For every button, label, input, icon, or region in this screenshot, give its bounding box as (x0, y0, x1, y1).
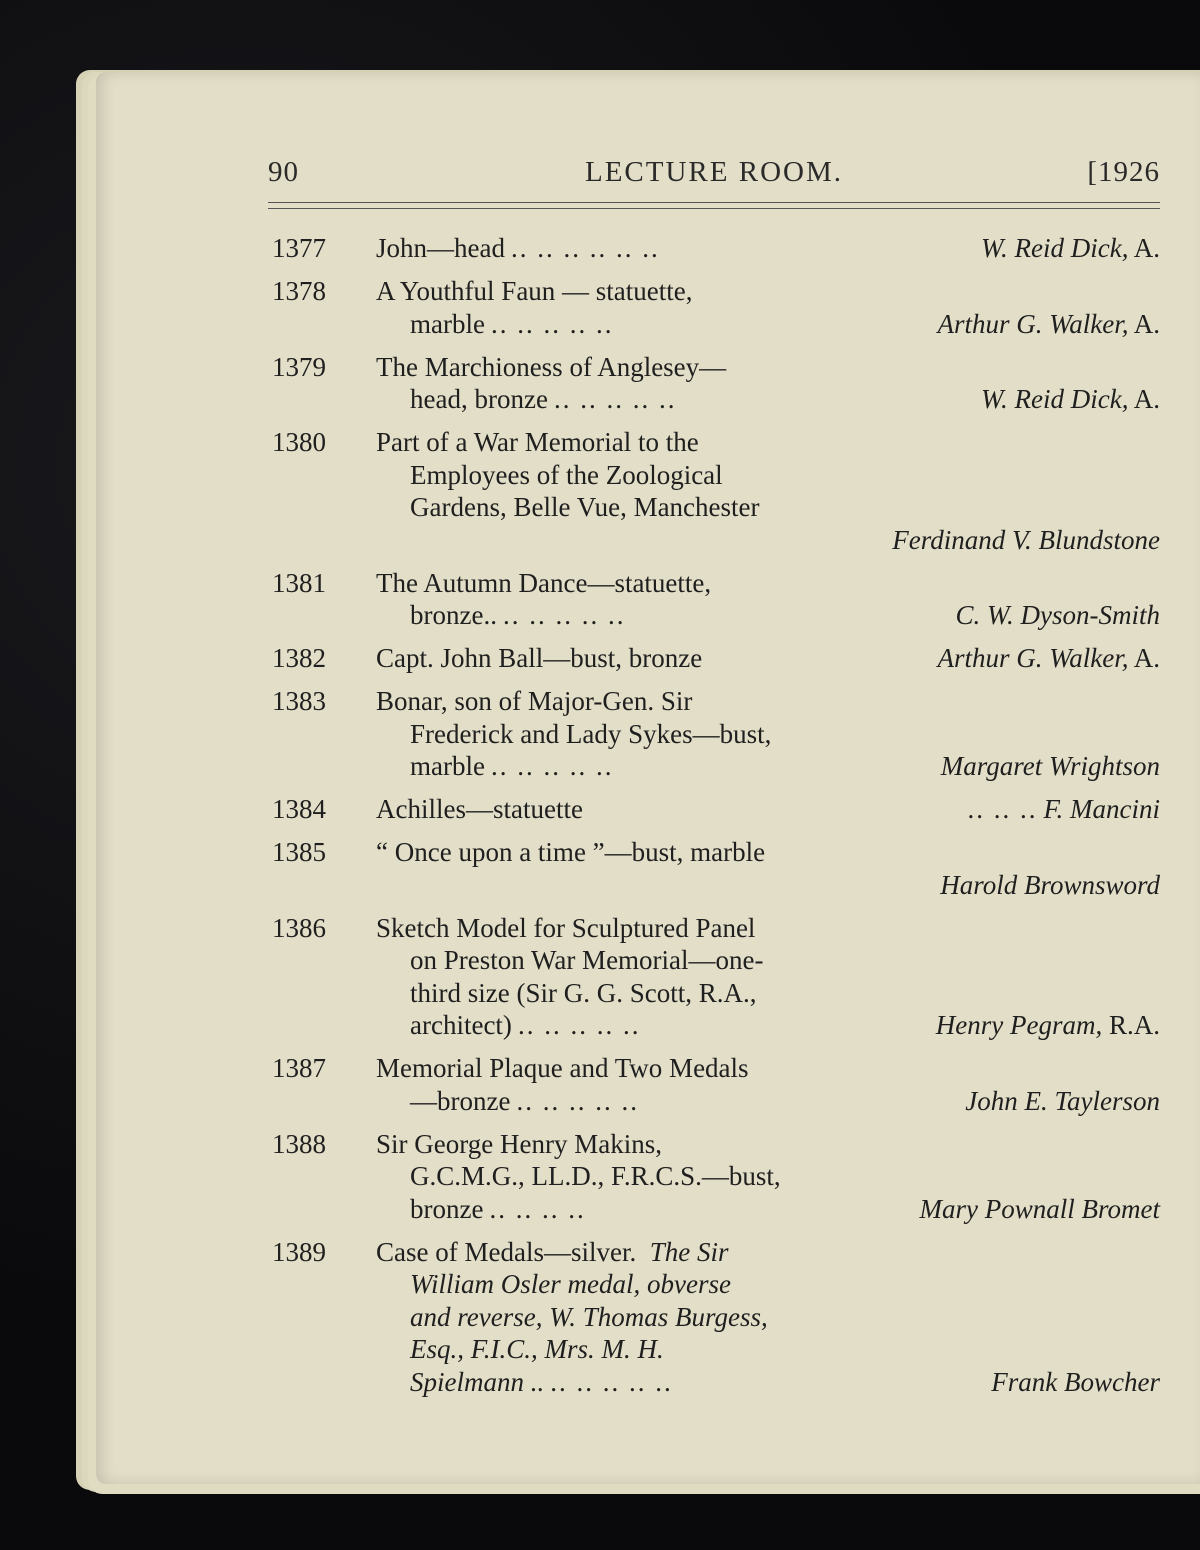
entry-title-cont: third size (Sir G. G. Scott, R.A., (410, 977, 757, 1008)
catalogue-entry (268, 836, 1160, 901)
artist-suffix: A. (1133, 384, 1160, 414)
catalogue-entry (268, 351, 1160, 416)
entry-number: 1377 (272, 233, 326, 263)
running-header (268, 156, 1160, 196)
entry-number: 1379 (272, 351, 326, 382)
header-rule (268, 208, 1160, 209)
leader-dots: .. .. .. .. .. (553, 384, 677, 414)
leader-dots: .. .. .. .. .. (490, 751, 614, 781)
leader-dots: .. .. .. .. .. (517, 1010, 641, 1040)
entry-title: Capt. John Ball—bust, bronze (376, 643, 703, 673)
entry-title: Sir George Henry Makins, (376, 1128, 662, 1159)
entry-title-cont: head, bronze (410, 384, 548, 414)
catalogue-entry (268, 1236, 1160, 1399)
page-title: LECTURE ROOM. (585, 156, 843, 188)
artist-suffix: R.A. (1108, 1010, 1160, 1040)
entry-number: 1385 (272, 837, 326, 867)
leader-dots: .. .. .. .. .. (490, 308, 614, 339)
entry-title-cont: marble (410, 308, 485, 339)
entry-title: John—head (376, 233, 505, 263)
entry-number: 1389 (272, 1236, 326, 1267)
artist-suffix: A. (1133, 233, 1160, 263)
artist-name: F. Mancini (1043, 794, 1160, 824)
entry-title-cont: architect) (410, 1010, 512, 1040)
entry-number: 1382 (272, 643, 326, 673)
entry-title: Memorial Plaque and Two Medals (376, 1053, 749, 1083)
catalogue-entry (268, 232, 1160, 265)
entry-number: 1383 (272, 686, 326, 716)
artist-name: W. Reid Dick, (981, 233, 1129, 263)
page-number: 90 (268, 156, 299, 188)
catalogue-entry (268, 1052, 1160, 1117)
entry-title-cont: Gardens, Belle Vue, Manchester (410, 492, 760, 522)
catalogue-entry (268, 567, 1160, 632)
entry-title: A Youthful Faun — statuette, (376, 276, 693, 306)
entry-number: 1388 (272, 1128, 326, 1159)
entry-number: 1387 (272, 1053, 326, 1083)
leader-dots: .. .. .. .. .. (502, 600, 626, 630)
entry-title: Part of a War Memorial to the (376, 427, 699, 457)
leader-dots: .. .. .. .. .. (550, 1366, 673, 1397)
catalogue-entry (268, 1128, 1160, 1226)
catalogue-entry (268, 685, 1160, 783)
entry-title-cont: William Osler medal, obverse (410, 1269, 731, 1299)
artist-name: C. W. Dyson-Smith (955, 600, 1160, 630)
artist-name: Arthur G. Walker, (937, 643, 1129, 673)
entry-title: Achilles—statuette (376, 794, 583, 824)
artist-name: Arthur G. Walker, (937, 308, 1129, 339)
catalogue-entry (268, 642, 1160, 675)
entry-number: 1380 (272, 427, 326, 457)
entry-title: Case of Medals—silver. (376, 1236, 637, 1267)
entry-title-cont: Spielmann .. (410, 1366, 545, 1397)
entry-title-cont: —bronze (410, 1085, 511, 1116)
entry-title-cont: on Preston War Memorial—one- (410, 945, 764, 975)
catalogue-entry (268, 793, 1160, 826)
entry-title-cont: bronze.. (410, 600, 497, 630)
entry-title-cont: Esq., F.I.C., Mrs. M. H. (410, 1334, 664, 1364)
entry-title-cont: G.C.M.G., LL.D., F.R.C.S.—bust, (410, 1161, 781, 1191)
entry-title-cont: Employees of the Zoological (410, 459, 723, 490)
entry-title-cont: Frederick and Lady Sykes—bust, (410, 718, 772, 749)
artist-name: W. Reid Dick, (981, 384, 1129, 414)
artist-name: Margaret Wrightson (940, 751, 1160, 781)
artist-suffix: A. (1133, 643, 1160, 673)
artist-name: Mary Pownall Bromet (919, 1193, 1160, 1224)
entry-number: 1386 (272, 912, 326, 943)
entry-title-cont: marble (410, 751, 485, 781)
leader-dots: .. .. .. .. .. (516, 1085, 639, 1116)
entry-title: The Marchioness of Anglesey— (376, 351, 727, 382)
entry-title: Bonar, son of Major-Gen. Sir (376, 686, 693, 716)
entry-title: The Autumn Dance—statuette, (376, 567, 712, 598)
entry-number: 1378 (272, 276, 326, 306)
entry-title-italic: The Sir (649, 1236, 729, 1267)
year-marker: [1926 (1087, 156, 1160, 188)
catalogue-entry (268, 275, 1160, 340)
entry-title: “ Once upon a time ”—bust, marble (376, 837, 766, 867)
catalogue-list (268, 232, 1160, 1409)
entry-number: 1384 (272, 794, 326, 824)
catalogue-entry (268, 912, 1160, 1042)
catalogue-entry (268, 426, 1160, 556)
entry-title: Sketch Model for Sculptured Panel (376, 912, 756, 943)
artist-name: Frank Bowcher (991, 1366, 1160, 1397)
artist-name: John E. Taylerson (965, 1085, 1160, 1116)
artist-name: Harold Brownsword (940, 869, 1160, 900)
entry-title-cont: and reverse, W. Thomas Burgess, (410, 1301, 768, 1332)
header-rule (268, 202, 1160, 203)
entry-number: 1381 (272, 567, 326, 598)
leader-dots: .. .. .. (967, 794, 1038, 824)
artist-name: Ferdinand V. Blundstone (892, 524, 1160, 555)
artist-suffix: A. (1133, 308, 1160, 339)
leader-dots: .. .. .. .. (489, 1193, 586, 1224)
artist-name: Henry Pegram, (935, 1010, 1103, 1040)
entry-title-cont: bronze (410, 1193, 484, 1224)
leader-dots: .. .. .. .. .. .. (510, 233, 660, 263)
